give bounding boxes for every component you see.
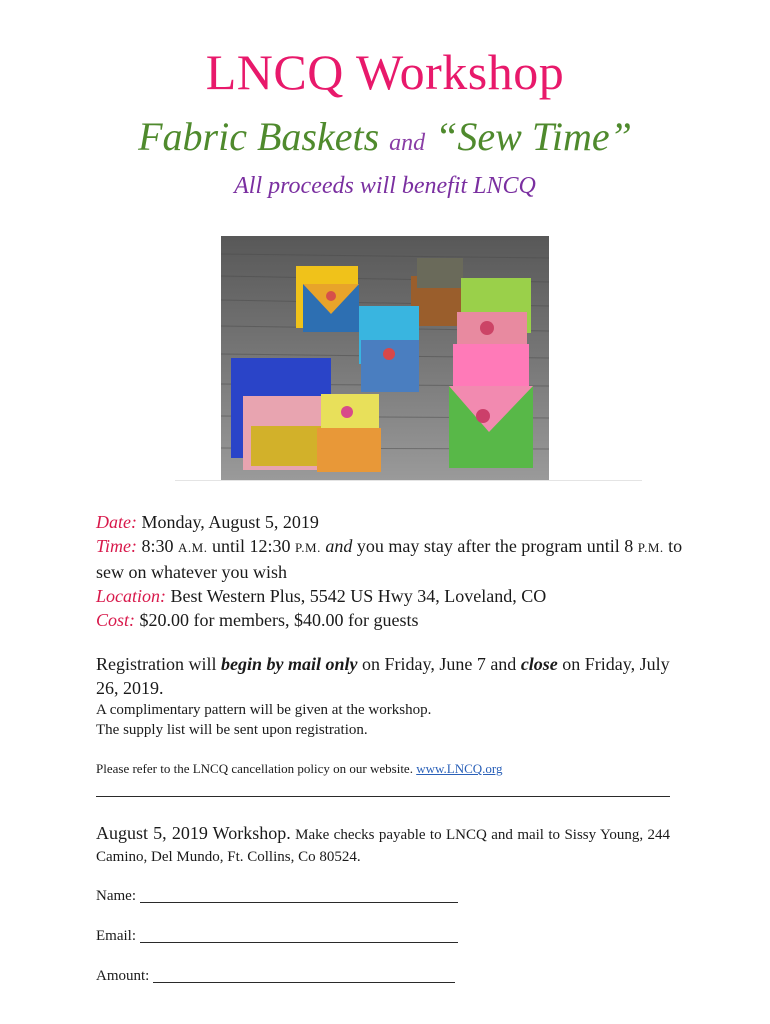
time-pm: P.M. (295, 540, 321, 555)
name-field[interactable] (146, 886, 464, 902)
date-value: Monday, August 5, 2019 (136, 512, 319, 532)
supply-note: The supply list will be sent upon registration. (96, 722, 368, 738)
mail-text: Make checks payable to LNCQ and mail to Sissy Young, 244 Camino, Del Mundo, Ft. Collins, Co 80524. (96, 827, 670, 865)
registration-part-1: Registration will (96, 654, 221, 674)
time-label: Time: (96, 536, 138, 556)
subtitle-part-1: Fabric Baskets (138, 114, 390, 159)
time-rest: you may stay after the program until 8 (352, 536, 638, 556)
name-label: Name: (96, 888, 136, 904)
subtitle (0, 112, 770, 168)
date-label: Date: (96, 512, 137, 532)
fabric-basket-icon (221, 236, 549, 480)
amount-label: Amount: (96, 968, 150, 984)
event-details (96, 510, 696, 632)
amount-line (153, 982, 455, 983)
email-label: Email: (96, 928, 136, 944)
mail-instructions (96, 822, 670, 868)
cost-line (96, 608, 696, 632)
registration-part-3: on Friday, July 26, 2019. (96, 654, 670, 698)
email-field[interactable] (146, 926, 464, 942)
time-until: until 12:30 (207, 536, 295, 556)
registration-line (96, 652, 676, 700)
mail-heading: August 5, 2019 Workshop. (96, 823, 291, 843)
registration-emphasis-close: close (520, 654, 558, 674)
page-title: LNCQ Workshop (205, 44, 565, 100)
pattern-note: A complimentary pattern will be given at the workshop. (96, 702, 432, 718)
date-line (96, 510, 696, 534)
subtitle-part-2: “Sew Time” (425, 114, 632, 159)
registration-part-2: on Friday, June 7 and (357, 654, 521, 674)
cancellation-policy (96, 760, 503, 778)
registration-info (96, 652, 676, 740)
time-end: to sew on whatever you wish (96, 536, 683, 582)
time-pm-evening: P.M. (637, 540, 664, 555)
fabric-baskets-photo (221, 236, 549, 480)
location-label: Location: (96, 586, 166, 606)
website-link[interactable]: www.LNCQ.org (416, 761, 503, 776)
location-line (96, 584, 696, 608)
subtitle-and: and (389, 130, 426, 156)
location-value: Best Western Plus, 5542 US Hwy 34, Loveland, CO (166, 586, 547, 606)
cost-label: Cost: (96, 610, 136, 630)
registration-emphasis-begin: begin by mail only (221, 654, 358, 674)
email-line (140, 942, 458, 943)
cost-value: $20.00 for members, $40.00 for guests (135, 610, 419, 630)
proceeds-note: All proceeds will benefit LNCQ (234, 173, 536, 199)
photo-divider (175, 480, 642, 481)
policy-text: Please refer to the LNCQ cancellation policy on our website. (96, 761, 417, 776)
amount-field[interactable] (162, 966, 464, 982)
name-line (140, 902, 458, 903)
time-start: 8:30 (137, 536, 179, 556)
time-am: A.M. (178, 540, 208, 555)
time-and: and (325, 536, 353, 556)
section-divider (96, 796, 670, 797)
time-line (96, 534, 696, 584)
